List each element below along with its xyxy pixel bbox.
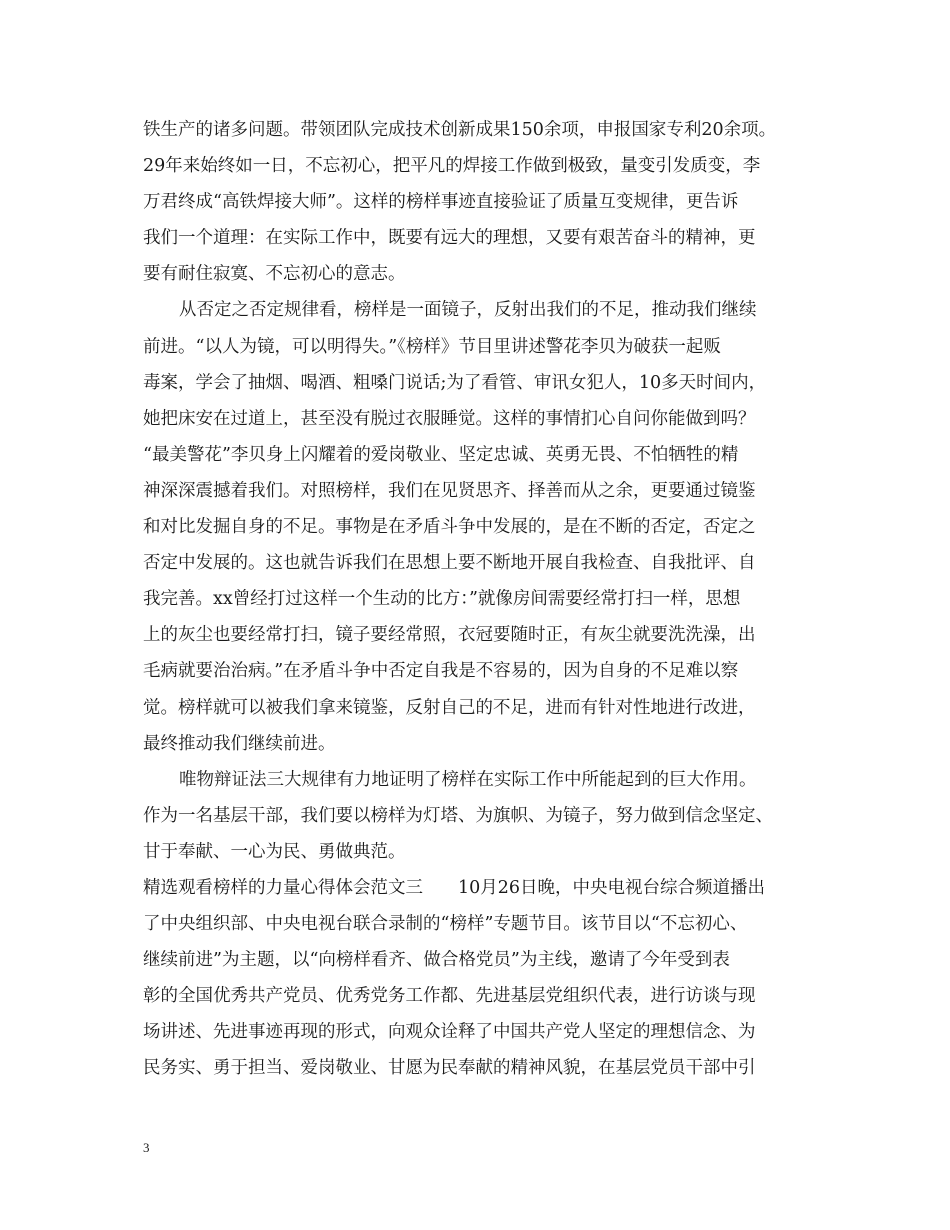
section-heading-line: 精选观看榜样的力量心得体会范文三 10月26日晚，中央电视台综合频道播出 <box>143 877 766 898</box>
text-line: 29年来始终如一日，不忘初心，把平凡的焊接工作做到极致，量变引发质变，李 <box>143 156 761 177</box>
text-line: 了中央组织部、中央电视台联合录制的“榜样”专题节目。该节目以“不忘初心、 <box>143 914 748 935</box>
text-line: 继续前进”为主题，以“向榜样看齐、做合格党员”为主线，邀请了今年受到表 <box>143 950 730 971</box>
text-line: 民务实、勇于担当、爱岗敬业、甘愿为民奉献的精神风貌，在基层党员干部中引 <box>143 1058 756 1079</box>
body-text <box>143 112 833 1087</box>
text-line: 万君终成“高铁焊接大师”。这样的榜样事迹直接验证了质量互变规律，更告诉 <box>143 192 739 213</box>
text-line: “最美警花”李贝身上闪耀着的爱岗敬业、坚定忠诚、英勇无畏、不怕牺牲的精 <box>143 444 739 465</box>
page-number: 3 <box>143 1140 150 1155</box>
text-line: 她把床安在过道上，甚至没有脱过衣服睡觉。这样的事情扪心自问你能做到吗？ <box>143 408 756 429</box>
text-line: 铁生产的诸多问题。带领团队完成技术创新成果150余项，申报国家专利20余项。 <box>143 120 777 140</box>
text-line: 否定中发展的。这也就告诉我们在思想上要不断地开展自我检查、自我批评、自 <box>143 553 756 574</box>
text-line: 和对比发掘自身的不足。事物是在矛盾斗争中发展的，是在不断的否定，否定之 <box>143 517 756 538</box>
text-line: 毛病就要治治病。”在矛盾斗争中否定自我是不容易的，因为自身的不足难以察 <box>143 661 739 682</box>
text-line: 上的灰尘也要经常打扫，镜子要经常照，衣冠要随时正，有灰尘就要洗洗澡，出 <box>143 625 756 646</box>
text-line: 毒案，学会了抽烟、喝酒、粗嗓门说话;为了看管、审讯女犯人，10多天时间内， <box>143 372 767 393</box>
text-line: 作为一名基层干部，我们要以榜样为灯塔、为旗帜、为镜子，努力做到信念坚定、 <box>143 805 773 826</box>
text-line: 要有耐住寂寞、不忘初心的意志。 <box>143 264 406 285</box>
paragraph-start-line: 从否定之否定规律看，榜样是一面镜子，反射出我们的不足，推动我们继续 <box>179 300 757 321</box>
text-line: 前进。“以人为镜，可以明得失。”《榜样》节目里讲述警花李贝为破获一起贩 <box>143 336 721 357</box>
text-line: 彰的全国优秀共产党员、优秀党务工作都、先进基层党组织代表，进行访谈与现 <box>143 986 756 1007</box>
text-line: 觉。榜样就可以被我们拿来镜鉴，反射自己的不足，进而有针对性地进行改进， <box>143 697 756 718</box>
paragraph-start-line: 唯物辩证法三大规律有力地证明了榜样在实际工作中所能起到的巨大作用。 <box>179 769 757 790</box>
text-line: 最终推动我们继续前进。 <box>143 733 336 754</box>
text-line: 甘于奉献、一心为民、勇做典范。 <box>143 841 406 862</box>
text-line: 我们一个道理：在实际工作中，既要有远大的理想，又要有艰苦奋斗的精神，更 <box>143 228 756 249</box>
text-line: 我完善。xx曾经打过这样一个生动的比方：”就像房间需要经常打扫一样，思想 <box>143 589 741 610</box>
text-line: 神深深震撼着我们。对照榜样，我们在见贤思齐、择善而从之余，更要通过镜鉴 <box>143 480 756 501</box>
text-line: 场讲述、先进事迹再现的形式，向观众诠释了中国共产党人坚定的理想信念、为 <box>143 1022 756 1043</box>
